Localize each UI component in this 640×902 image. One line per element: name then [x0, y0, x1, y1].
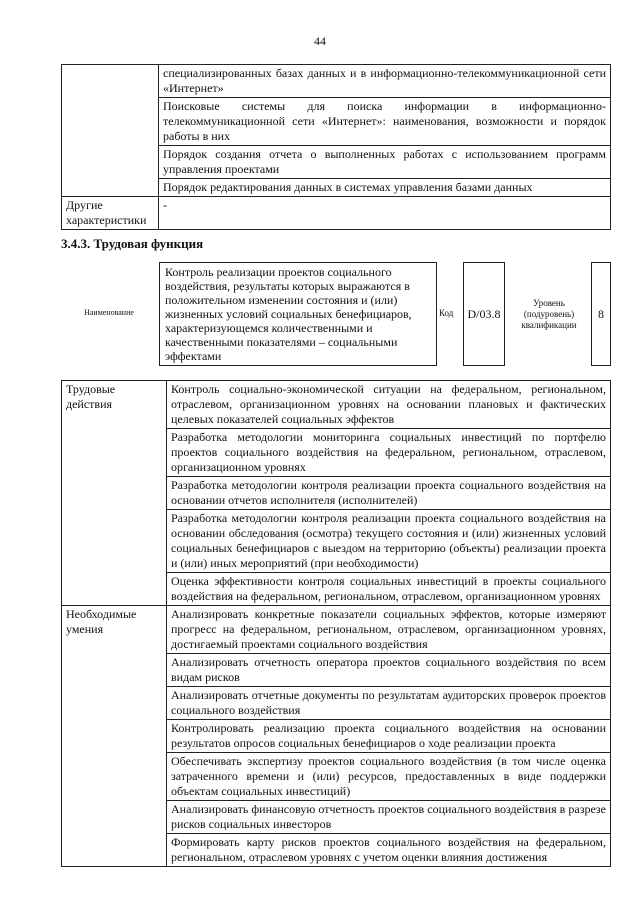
function-code: D/03.8 [463, 262, 505, 366]
table-cell: Порядок создания отчета о выполненных работах с использованием программ управления проектами [159, 146, 611, 179]
table-cell: Обеспечивать экспертизу проектов социального воздействия (в том числе оценка затраченного времени и (или) ресурсов, предоставленных в виде поддержки объектам социальных инвестиций) [167, 753, 611, 801]
function-details-table [61, 380, 611, 867]
table-cell: Контролировать реализацию проекта социального воздействия на основании результатов опросов социальных бенефициаров о ходе реализации проекта [167, 720, 611, 753]
name-label: Наименование [84, 308, 134, 317]
table-cell: Анализировать отчетность оператора проектов социального воздействия по всем видам рисков [167, 654, 611, 687]
table-cell: Разработка методологии мониторинга социальных инвестиций по портфелю проектов социального воздействия на федеральном, региональном, отраслевом, организационном уровнях [167, 429, 611, 477]
table-cell: Разработка методологии контроля реализации проекта социального воздействия на основании обследования (осмотра) текущего состояния и (или) жизненных условий социальных бенефициаров с выездом на территорию (объекты) реализации проекта и (или) иных мероприятий (при необходимости) [167, 510, 611, 573]
table-cell: Оценка эффективности контроля социальных инвестиций в проекты социального воздействия на федеральном, региональном, отраслевом, организационном уровнях [167, 573, 611, 606]
function-header [61, 262, 611, 370]
code-label: Код [439, 308, 454, 318]
required-skills-label: Необходимые умения [62, 606, 167, 867]
table-row [62, 381, 611, 429]
page-number: 44 [314, 34, 326, 48]
table-cell: Анализировать финансовую отчетность проектов социального воздействия в разрезе рисков социальных инвесторов [167, 801, 611, 834]
table-cell: Порядок редактирования данных в системах управления базами данных [159, 179, 611, 197]
table-cell: Анализировать конкретные показатели социальных эффектов, которые измеряют прогресс на федеральном, региональном, отраслевом, организационном уровнях, достигаемый проектами социального воздействия [167, 606, 611, 654]
table-cell: специализированных базах данных и в информационно-телекоммуникационной сети «Интернет» [159, 65, 611, 98]
table-cell: Разработка методологии контроля реализации проекта социального воздействия на основании отчетов исполнителя (исполнителей) [167, 477, 611, 510]
table-cell: - [159, 197, 611, 230]
table-row [62, 65, 611, 98]
labor-actions-label: Трудовые действия [62, 381, 167, 606]
section-heading: 3.4.3. Трудовая функция [61, 236, 204, 251]
table-cell: Контроль социально-экономической ситуации на федеральном, региональном, отраслевом, организационном уровнях на основании плановых и фактических целевых показателей социальных эффектов [167, 381, 611, 429]
table-cell: Анализировать отчетные документы по результатам аудиторских проверок проектов социального воздействия [167, 687, 611, 720]
level-label: Уровень (подуровень) квалификации [521, 298, 577, 330]
table-row [62, 606, 611, 654]
level-value: 8 [591, 262, 611, 366]
row-label [62, 65, 159, 197]
table-cell: Поисковые системы для поиска информации в информационно-телекоммуникационной сети «Интернет»: наименования, возможности и порядок работы в них [159, 98, 611, 146]
knowledge-continuation-table [61, 64, 611, 230]
function-title: Контроль реализации проектов социального воздействия, результаты которых выражаются в положительном изменении состояния и (или) жизненных условий социальных бенефициаров, характеризующемся количественными и качественными показателями – социальными эффектами [159, 262, 437, 366]
other-characteristics-label: Другие характеристики [62, 197, 159, 230]
table-cell: Формировать карту рисков проектов социального воздействия на федеральном, региональном, отраслевом уровнях с учетом оценки влияния достижения [167, 834, 611, 867]
table-row [62, 197, 611, 230]
